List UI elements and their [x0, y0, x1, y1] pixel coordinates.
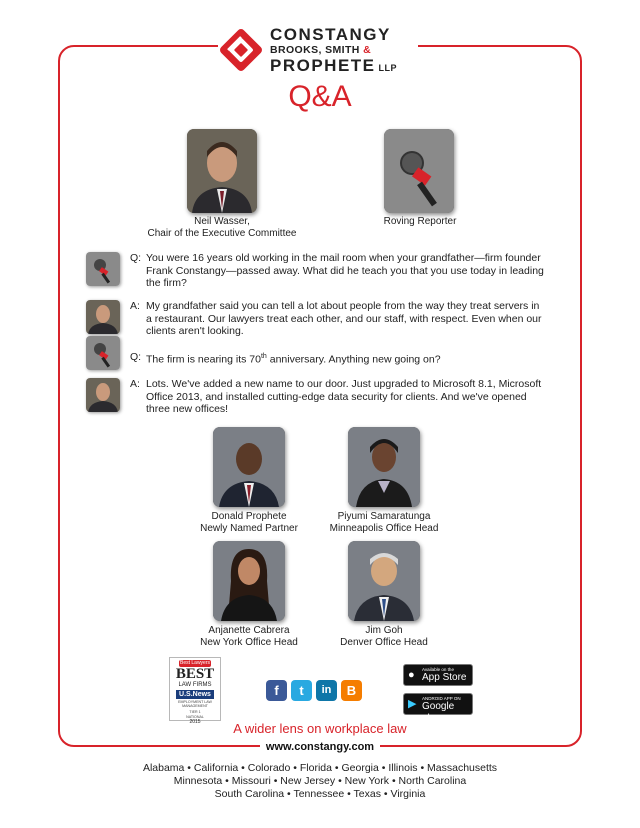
logo-line-1: CONSTANGY [270, 25, 391, 44]
qa-text: The firm is nearing its 70th anniversary. Anything new going on? [146, 353, 441, 366]
office-states: Alabama • California • Colorado • Florida • Georgia • Illinois • Massachusetts Minnesota • Missouri • New Jersey • New York • North Carolina South Carolina • Tennessee • Texas • Virginia [142, 762, 498, 800]
qa-text: You were 16 years old working in the mail room when your grandfather—firm founder Frank Constangy—passed away. What did he teach you that you use today in leading the firm? [146, 252, 544, 289]
linkedin-icon[interactable]: in [316, 680, 337, 701]
neil-wasser-thumbnail [86, 378, 120, 412]
anjanette-cabrera-caption: Anjanette Cabrera New York Office Head [200, 625, 298, 648]
google-play-button[interactable]: ▶ ANDROID APP ON Google play [403, 693, 473, 715]
website-link[interactable]: www.constangy.com [0, 741, 640, 753]
best-law-firms-badge: Best Lawyers BEST LAW FIRMS U.S.News EMPLOYMENT LAW MANAGEMENT TIER 1 NATIONAL 2015 [169, 657, 221, 721]
donald-prophete-photo [213, 427, 285, 507]
play-icon: ▶ [408, 698, 417, 710]
qa-text: My grandfather said you can tell a lot about people from the way they treat servers in a restaurant. Our lawyers treat each other, and our staff, with respect. Even when our clients aren't looking. [146, 300, 542, 337]
piyumi-samaratunga-caption: Piyumi Samaratunga Minneapolis Office Head [329, 511, 439, 534]
donald-prophete-caption: Donald Prophete Newly Named Partner [200, 511, 298, 534]
tagline: A wider lens on workplace law [233, 721, 407, 736]
apple-icon: ● [408, 669, 415, 681]
microphone-icon [86, 252, 120, 286]
facebook-icon[interactable]: f [266, 680, 287, 701]
anjanette-cabrera-photo [213, 541, 285, 621]
roving-reporter-photo [384, 129, 454, 213]
roving-reporter-caption: Roving Reporter [383, 216, 457, 227]
page-title: Q&A [288, 80, 352, 113]
logo-diamond-icon [218, 27, 264, 73]
logo-line-3: PROPHETE LLP [270, 56, 398, 75]
constangy-logo [218, 26, 418, 76]
twitter-icon[interactable]: t [291, 680, 312, 701]
neil-wasser-photo [187, 129, 257, 213]
neil-wasser-caption: Neil Wasser, Chair of the Executive Committee [147, 216, 297, 239]
logo-line-2: BROOKS, SMITH & [270, 44, 372, 56]
qa-text: Lots. We've added a new name to our door. Just upgraded to Microsoft 8.1, Microsoft Office 2013, and installed cutting-edge data security for clients. And we've opened three new offices! [146, 378, 542, 415]
piyumi-samaratunga-photo [348, 427, 420, 507]
jim-goh-photo [348, 541, 420, 621]
jim-goh-caption: Jim Goh Denver Office Head [340, 625, 428, 648]
blogger-icon[interactable]: B [341, 680, 362, 701]
microphone-icon [86, 336, 120, 370]
neil-wasser-thumbnail [86, 300, 120, 334]
app-store-button[interactable]: ● Available on the App Store [403, 664, 473, 686]
